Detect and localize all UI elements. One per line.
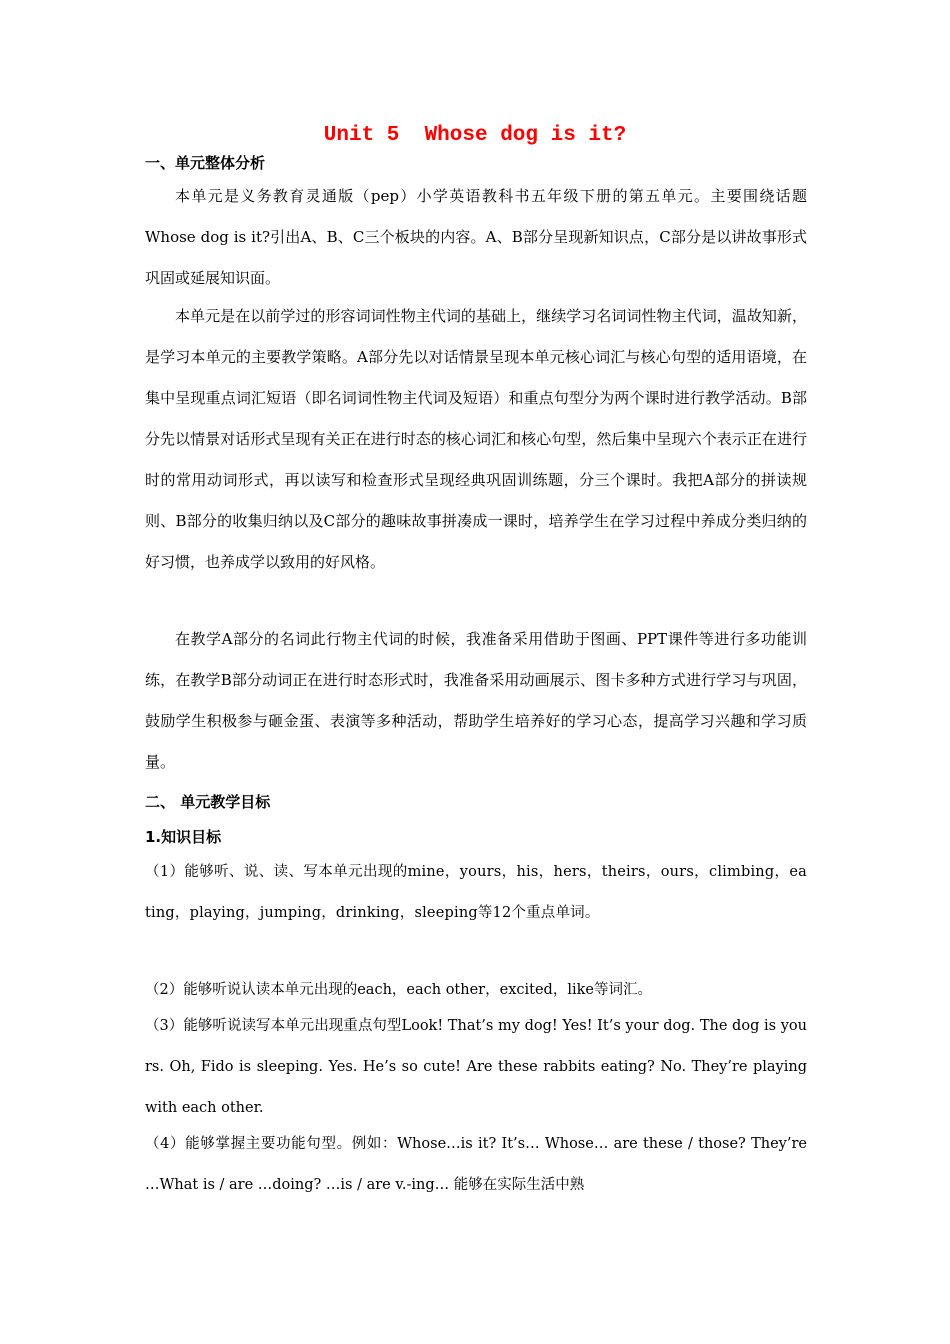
paragraph-methods: 在教学A部分的名词此行物主代词的时候，我准备采用借助于图画、PPT课件等进行多功能训练，在教学B部分动词正在进行时态形式时，我准备采用动画展示、图卡多种方式进行学习与巩固，鼓励学生积极参与砸金蛋、表演等多种活动，帮助学生培养好的学习心态，提高学习兴趣和学习质量。 <box>145 630 807 771</box>
goal-item-3: （3）能够听说读写本单元出现重点句型Look! That’s my dog! Yes! It’s your dog. The dog is yours. Oh, Fido is sleeping. Yes. He’s so cute! Are these rabbits eating? No. They’re playing with each other. <box>145 1018 807 1116</box>
goal-item-1: （1）能够听、说、读、写本单元出现的mine，yours，his，hers，theirs，ours，climbing，eating，playing，jumping，drinking，sleeping等12个重点单词。 <box>145 864 807 921</box>
section-heading-goals: 二、 单元教学目标 <box>145 793 271 811</box>
section-heading-analysis: 一、单元整体分析 <box>145 154 266 172</box>
unit-title: Unit 5 Whose dog is it? <box>323 124 627 147</box>
subsection-heading-knowledge: 1.知识目标 <box>145 828 222 846</box>
goal-item-4: （4）能够掌握主要功能句型。例如：Whose…is it? It’s… Whose… are these / those? They’re …What is / are …doing? …is / are v.-ing… 能够在实际生活中熟 <box>145 1136 807 1193</box>
goal-item-2: （2）能够听说认读本单元出现的each，each other，excited，like等词汇。 <box>145 982 652 998</box>
paragraph-strategy: 本单元是在以前学过的形容词词性物主代词的基础上，继续学习名词词性物主代词，温故知新，是学习本单元的主要教学策略。A部分先以对话情景呈现本单元核心词汇与核心句型的适用语境，在集中呈现重点词汇短语（即名词词性物主代词及短语）和重点句型分为两个课时进行教学活动。B部分先以情景对话形式呈现有关正在进行时态的核心词汇和核心句型，然后集中呈现六个表示正在进行时的常用动词形式，再以读写和检查形式呈现经典巩固训练题，分三个课时。我把A部分的拼读规则、B部分的收集归纳以及C部分的趣味故事拼凑成一课时，培养学生在学习过程中养成分类归纳的好习惯，也养成学以致用的好风格。 <box>145 307 807 571</box>
paragraph-intro: 本单元是义务教育灵通版（pep）小学英语教科书五年级下册的第五单元。主要围绕话题Whose dog is it?引出A、B、C三个板块的内容。A、B部分呈现新知识点，C部分是以讲故事形式巩固或延展知识面。 <box>145 187 807 287</box>
